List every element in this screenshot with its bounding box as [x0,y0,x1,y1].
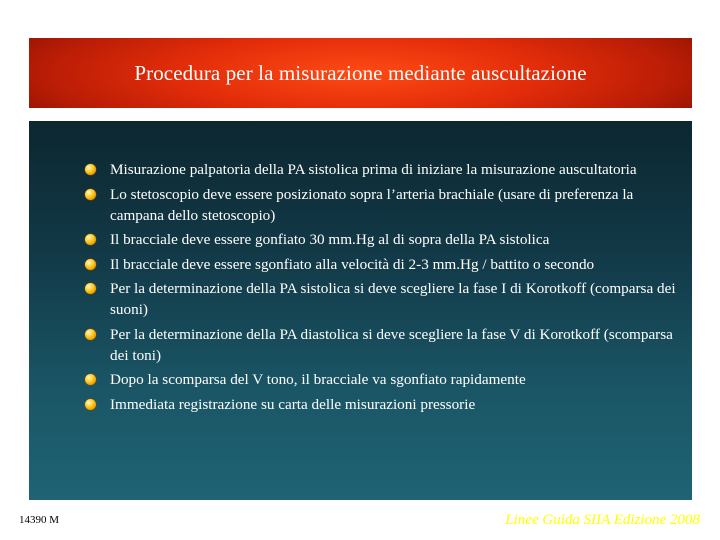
bullet-item [83,254,683,275]
bullet-item [83,324,683,366]
content-panel [29,121,692,500]
bullet-item [83,229,683,250]
slide-code: 14390 M [19,514,60,526]
bullet-dot-icon [85,234,96,245]
bullet-text: Immediata registrazione su carta delle misurazioni pressorie [110,395,476,413]
bullet-item [83,369,683,390]
bullet-item [83,184,683,226]
bullet-text: Lo stetoscopio deve essere posizionato sopra l’arteria brachiale (usare di preferenza la campana dello stetoscopio) [110,185,634,224]
bullet-dot-icon [85,399,96,410]
bullet-text: Il bracciale deve essere sgonfiato alla velocità di 2-3 mm.Hg / battito o secondo [110,255,595,273]
bullet-item [83,278,683,320]
footer-credit: Linee Guida SIIA Edizione 2008 [505,512,700,528]
bullet-dot-icon [85,189,96,200]
slide-title: Procedura per la misurazione mediante auscultazione [134,60,587,85]
bullet-dot-icon [85,329,96,340]
title-bar [29,38,692,108]
bullet-text: Dopo la scomparsa del V tono, il bracciale va sgonfiato rapidamente [110,371,526,388]
bullet-text: Il bracciale deve essere gonfiato 30 mm.Hg al di sopra della PA sistolica [110,231,550,248]
bullet-item [83,159,683,180]
bullet-text: Per la determinazione della PA sistolica si deve scegliere la fase I di Korotkoff (comparsa dei suoni) [110,280,676,318]
bullet-dot-icon [85,259,96,270]
bullet-item [83,394,683,415]
bullet-dot-icon [85,374,96,385]
bullet-dot-icon [85,283,96,294]
bullet-text: Misurazione palpatoria della PA sistolica prima di iniziare la misurazione auscultatoria [110,161,637,178]
bullet-text: Per la determinazione della PA diastolica si deve scegliere la fase V di Korotkoff (scomparsa dei toni) [110,325,673,364]
bullet-dot-icon [85,164,96,175]
bullet-list [83,159,683,418]
